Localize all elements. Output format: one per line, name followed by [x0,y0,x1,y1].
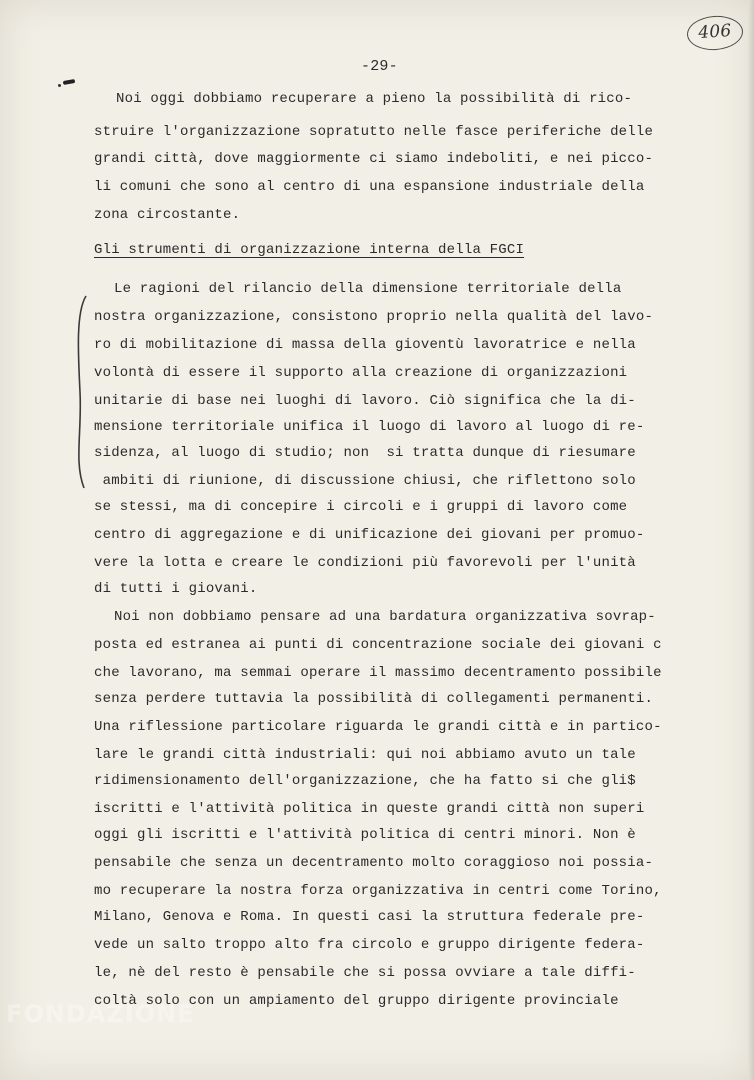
page-number: -29- [361,58,398,75]
paragraph-2-line: nostra organizzazione, consistono proprio nella qualità del lavo- [94,309,654,325]
paragraph-3-line: lare le grandi città industriali: qui noi abbiamo avuto un tale [94,747,636,763]
paragraph-3-line: pensabile che senza un decentramento molto coraggioso noi possia- [94,855,654,871]
paragraph-2-line: vere la lotta e creare le condizioni più favorevoli per l'unità [94,555,636,571]
archive-watermark: FONDAZIONE [6,1000,195,1028]
paragraph-2-line: ro di mobilitazione di massa della gioventù lavoratrice e nella [94,337,636,353]
paragraph-1-line: struire l'organizzazione sopratutto nelle fasce periferiche delle [94,124,654,140]
paragraph-2-line: ambiti di riunione, di discussione chiusi, che riflettono solo [94,473,636,489]
paragraph-1-line: grandi città, dove maggiormente ci siamo indeboliti, e nei picco- [94,151,654,167]
paragraph-2-line: sidenza, al luogo di studio; non si tratta dunque di riesumare [94,445,636,461]
paragraph-1-line: li comuni che sono al centro di una espansione industriale della [94,179,645,195]
paragraph-3-line: che lavorano, ma semmai operare il massimo decentramento possibile [94,665,662,681]
paragraph-3-line: Noi non dobbiamo pensare ad una bardatura organizzativa sovrap- [114,609,656,625]
paragraph-3-line: le, nè del resto è pensabile che si possa ovviare a tale diffi- [94,965,636,981]
ink-dot [58,84,61,87]
paragraph-3-line: oggi gli iscritti e l'attività politica di centri minori. Non è [94,827,636,843]
paragraph-2-line: unitarie di base nei luoghi di lavoro. Ciò significa che la di- [94,393,636,409]
paragraph-3-line: coltà solo con un ampiamento del gruppo dirigente provinciale [94,993,619,1009]
paragraph-2-line: se stessi, ma di concepire i circoli e i gruppi di lavoro come [94,499,628,515]
paragraph-2-line: Le ragioni del rilancio della dimensione territoriale della [114,281,622,297]
section-heading: Gli strumenti di organizzazione interna della FGCI [94,242,525,258]
paragraph-3-line: Una riflessione particolare riguarda le grandi città e in partico- [94,719,662,735]
paragraph-3-line: vede un salto troppo alto fra circolo e gruppo dirigente federa- [94,937,645,953]
paragraph-1-line: zona circostante. [94,207,241,223]
paragraph-2-line: volontà di essere il supporto alla creazione di organizzazioni [94,365,628,381]
ink-mark [63,79,76,85]
paragraph-3-line: Milano, Genova e Roma. In questi casi la struttura federale pre- [94,909,645,925]
paragraph-2-line: di tutti i giovani. [94,581,258,597]
paragraph-3-line: iscritti e l'attività politica in queste grandi città non superi [94,801,645,817]
paragraph-3-line: posta ed estranea ai punti di concentrazione sociale dei giovani c [94,637,662,653]
margin-bracket-mark [70,292,94,492]
paragraph-3-line: senza perdere tuttavia la possibilità di collegamenti permanenti. [94,691,654,707]
archive-number: 406 [686,14,744,52]
paragraph-2-line: mensione territoriale unifica il luogo di lavoro al luogo di re- [94,419,645,435]
paragraph-2-line: centro di aggregazione e di unificazione dei giovani per promuo- [94,527,645,543]
paragraph-1-line: Noi oggi dobbiamo recuperare a pieno la possibilità di rico- [116,91,633,107]
paragraph-3-line: mo recuperare la nostra forza organizzativa in centri come Torino, [94,883,662,899]
paragraph-3-line: ridimensionamento dell'organizzazione, che ha fatto si che gli$ [94,773,636,789]
